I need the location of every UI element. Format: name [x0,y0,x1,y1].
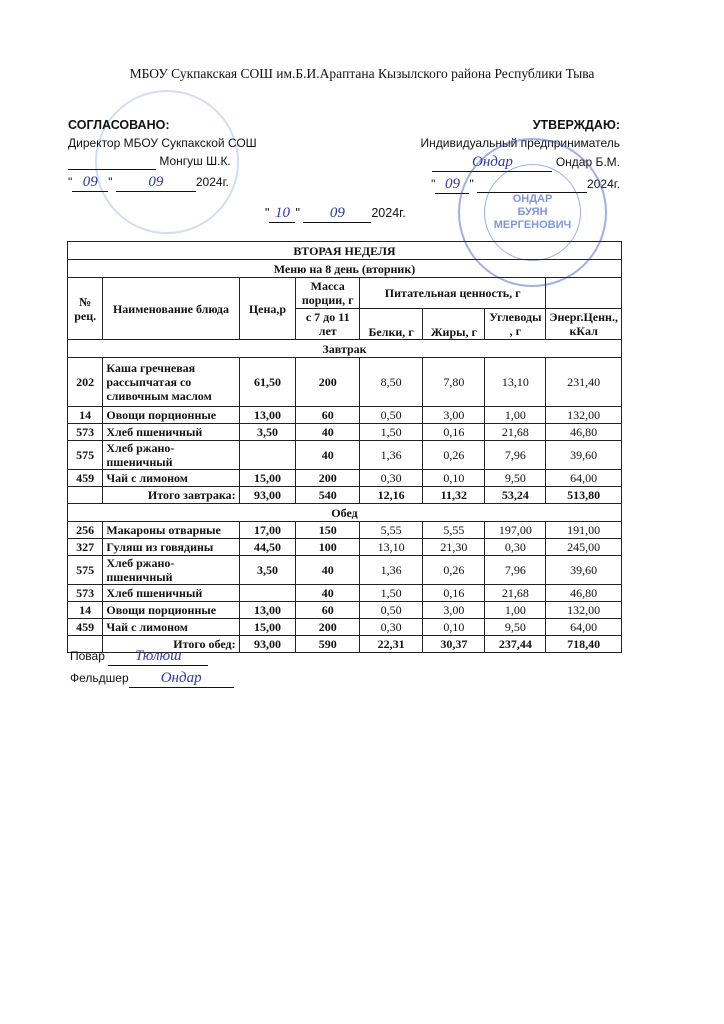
menu-date-year: 2024г. [371,206,406,220]
total-proteins: 12,16 [360,487,423,504]
header-carbs: Углеводы , г [485,309,546,340]
cell-energy: 46,80 [546,585,622,602]
cell-carbs: 0,30 [485,539,546,556]
approval-left-position: Директор МБОУ Сукпакской СОШ [68,136,257,150]
cell-recipe-no: 327 [68,539,103,556]
footer-signatures [70,648,234,692]
cell-carbs: 13,10 [485,358,546,407]
cell-price [239,585,296,602]
approval-right [400,118,620,194]
cell-recipe-no: 459 [68,619,103,636]
cell-dish-name: Хлеб пшеничный [103,424,239,441]
cell-carbs: 1,00 [485,407,546,424]
total-energy: 718,40 [546,636,622,653]
approval-right-signature: Ондар [432,154,552,172]
breakfast-rows [68,358,622,487]
header-fats: Жиры, г [423,309,485,340]
cell-proteins: 1,36 [360,556,423,585]
header-nutrition: Питательная ценность, г [360,278,546,309]
table-row [68,407,622,424]
cell-recipe-no: 573 [68,424,103,441]
cell-fats: 0,16 [423,585,485,602]
cell-proteins: 8,50 [360,358,423,407]
cell-fats: 3,00 [423,602,485,619]
cell-recipe-no: 14 [68,602,103,619]
cell-proteins: 1,50 [360,424,423,441]
breakfast-total-row [68,487,622,504]
cell-recipe-no: 459 [68,470,103,487]
approval-right-signature-line [400,154,620,172]
approval-right-position: Индивидуальный предприниматель [420,136,620,150]
cell-price: 3,50 [239,424,296,441]
cell-price: 44,50 [239,539,296,556]
cell-energy: 191,00 [546,522,622,539]
cell-recipe-no: 573 [68,585,103,602]
table-row [68,424,622,441]
menu-date-day: 10 [269,205,295,223]
cell-fats: 5,55 [423,522,485,539]
header-empty [546,278,622,309]
cell-proteins: 5,55 [360,522,423,539]
cell-proteins: 13,10 [360,539,423,556]
cell-dish-name: Чай с лимоном [103,619,239,636]
menu-date: " 10 " 09 2024г. [265,205,406,221]
cell-energy: 64,00 [546,619,622,636]
cook-signature: Тюлюш [108,648,208,666]
organization-header: МБОУ Сукпакская СОШ им.Б.И.Арaптана Кызылского района Республики Тыва [129,66,595,81]
table-row [68,358,622,407]
cell-fats: 0,16 [423,424,485,441]
lunch-rows [68,522,622,636]
cell-dish-name: Чай с лимоном [103,470,239,487]
cell-dish-name: Хлеб ржано-пшеничный [103,556,239,585]
menu-table [67,241,622,653]
cell-price: 15,00 [239,470,296,487]
approval-left-date: " 09 " 09 2024г. [68,174,229,190]
table-row [68,556,622,585]
cell-dish-name: Овощи порционные [103,407,239,424]
cell-fats: 0,10 [423,470,485,487]
approval-left [68,118,308,192]
cell-carbs: 7,96 [485,441,546,470]
stamp-inner-circle: ОНДАР БУЯН МЕРГЕНОВИЧ [484,164,581,261]
total-carbs: 53,24 [485,487,546,504]
cell-mass: 150 [296,522,360,539]
cell-fats: 7,80 [423,358,485,407]
cell-mass: 200 [296,619,360,636]
cell-mass: 100 [296,539,360,556]
cell-mass: 40 [296,585,360,602]
table-row [68,602,622,619]
cell-proteins: 0,50 [360,602,423,619]
medic-signature-line [70,670,234,688]
approval-right-name: Ондар Б.М. [555,155,620,169]
total-price: 93,00 [239,487,296,504]
cell-dish-name: Гуляш из говядины [103,539,239,556]
cell-energy: 132,00 [546,407,622,424]
cell-dish-name: Каша гречневая рассыпчатая со сливочным маслом [103,358,239,407]
cell-energy: 39,60 [546,556,622,585]
cell-fats: 21,30 [423,539,485,556]
total-proteins: 22,31 [360,636,423,653]
table-row [68,441,622,470]
cell-dish-name: Хлеб ржано-пшеничный [103,441,239,470]
header-portion-mass: Масса порции, г [296,278,360,309]
cell-energy: 245,00 [546,539,622,556]
cell-carbs: 9,50 [485,470,546,487]
section-breakfast: Завтрак [68,340,622,358]
approval-right-title: УТВЕРЖДАЮ: [532,118,620,132]
approval-left-title: СОГЛАСОВАНО: [68,118,170,132]
cell-mass: 60 [296,407,360,424]
cell-carbs: 9,50 [485,619,546,636]
approval-left-signature-line [68,154,308,170]
cook-signature-line [70,648,234,666]
approval-left-month: 09 [116,174,196,192]
cook-label: Повар [70,649,105,663]
table-row [68,619,622,636]
header-price: Цена,р [239,278,296,340]
approval-right-year: 2024г. [587,177,620,191]
cell-carbs: 1,00 [485,602,546,619]
cell-price: 13,00 [239,602,296,619]
cell-price: 15,00 [239,619,296,636]
signature-mark-left [68,154,156,170]
approval-right-day: 09 [435,176,469,194]
cell-energy: 132,00 [546,602,622,619]
cell-energy: 231,40 [546,358,622,407]
day-title: Меню на 8 день (вторник) [68,260,622,278]
header-energy: Энерг.Ценн., кКал [546,309,622,340]
cell-mass: 40 [296,441,360,470]
header-recipe-no: № рец. [68,278,103,340]
cell-recipe-no: 202 [68,358,103,407]
cell-dish-name: Макароны отварные [103,522,239,539]
table-row [68,522,622,539]
total-energy: 513,80 [546,487,622,504]
approval-right-date: " 09 " 2024г. [431,176,620,192]
cell-mass: 60 [296,602,360,619]
cell-fats: 0,26 [423,441,485,470]
cell-fats: 3,00 [423,407,485,424]
cell-recipe-no: 14 [68,407,103,424]
cell-energy: 39,60 [546,441,622,470]
total-fats: 11,32 [423,487,485,504]
cell-proteins: 1,50 [360,585,423,602]
total-mass: 590 [296,636,360,653]
header-dish-name: Наименование блюда [103,278,239,340]
cell-proteins: 0,30 [360,470,423,487]
week-title: ВТОРАЯ НЕДЕЛЯ [68,242,622,260]
section-lunch: Обед [68,504,622,522]
cell-carbs: 197,00 [485,522,546,539]
table-row [68,539,622,556]
approval-left-day: 09 [72,174,108,192]
cell-mass: 200 [296,358,360,407]
table-row [68,585,622,602]
cell-price: 3,50 [239,556,296,585]
cell-carbs: 21,68 [485,585,546,602]
cell-price [239,441,296,470]
cell-recipe-no: 256 [68,522,103,539]
total-label: Итого завтрака: [103,487,239,504]
cell-proteins: 1,36 [360,441,423,470]
cell-price: 61,50 [239,358,296,407]
cell-mass: 200 [296,470,360,487]
cell-dish-name: Хлеб пшеничный [103,585,239,602]
total-carbs: 237,44 [485,636,546,653]
cell-price: 13,00 [239,407,296,424]
total-fats: 30,37 [423,636,485,653]
cell-recipe-no: 575 [68,556,103,585]
cell-proteins: 0,30 [360,619,423,636]
cell-energy: 46,80 [546,424,622,441]
approval-left-name: Монгуш Ш.К. [159,154,231,168]
cell-price: 17,00 [239,522,296,539]
total-mass: 540 [296,487,360,504]
total-label: Итого обед: [103,636,239,653]
medic-signature: Ондар [129,670,234,688]
total-price: 93,00 [239,636,296,653]
cell-carbs: 7,96 [485,556,546,585]
cell-proteins: 0,50 [360,407,423,424]
cell-mass: 40 [296,424,360,441]
header-proteins: Белки, г [360,309,423,340]
cell-mass: 40 [296,556,360,585]
cell-energy: 64,00 [546,470,622,487]
cell-fats: 0,26 [423,556,485,585]
cell-recipe-no: 575 [68,441,103,470]
table-row [68,470,622,487]
cell-dish-name: Овощи порционные [103,602,239,619]
medic-label: Фельдшер [70,671,129,685]
header-age: с 7 до 11 лет [296,309,360,340]
approval-right-month [477,177,587,193]
cell-carbs: 21,68 [485,424,546,441]
approval-left-year: 2024г. [195,175,229,189]
menu-date-month: 09 [303,205,371,223]
cell-fats: 0,10 [423,619,485,636]
